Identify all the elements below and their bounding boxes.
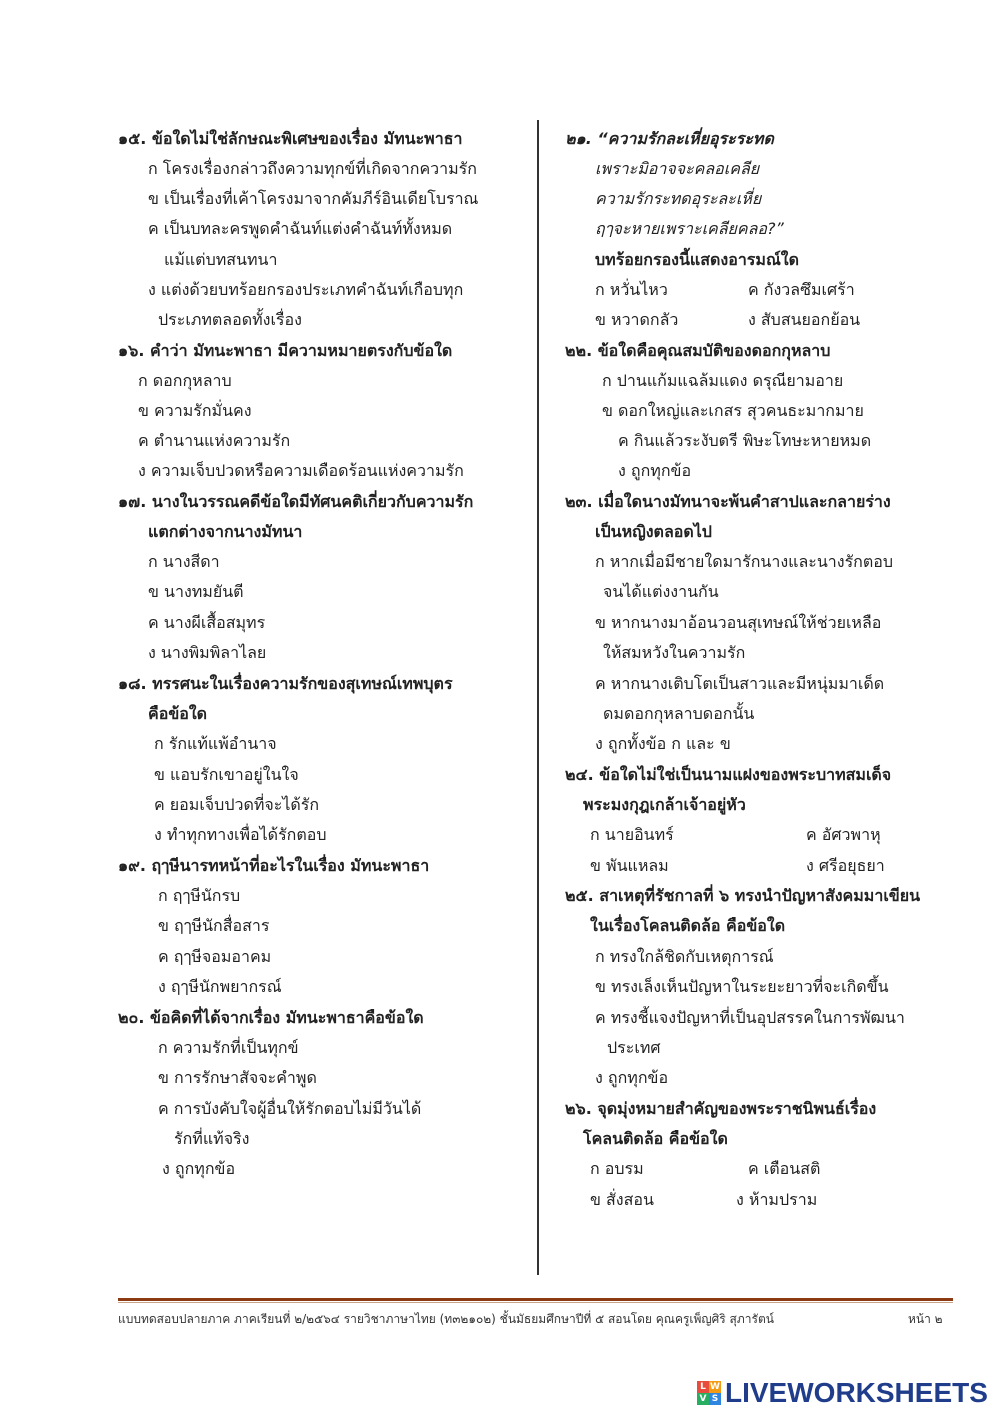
question-24: ๒๔. ข้อใดไม่ใช่เป็นนามแฝงของพระบาทสมเด็จ — [565, 765, 892, 784]
option-20-c: ค การบังคับใจผู้อื่นให้รักตอบไม่มีวันได้ — [158, 1099, 422, 1118]
option-24-c: ค อัศวพาหุ — [806, 825, 881, 844]
question-22: ๒๒. ข้อใดคือคุณสมบัติของดอกกุหลาบ — [565, 341, 831, 360]
option-23-c: ค หากนางเติบโตเป็นสาวและมีหนุ่มมาเด็ด — [595, 674, 885, 693]
question-25: ๒๕. สาเหตุที่รัชกาลที่ ๖ ทรงนำปัญหาสังคมมาเขียน — [565, 886, 921, 905]
poem-line-3: ความรักระทดอุระละเหี่ย — [595, 189, 762, 208]
question-21-prompt: บทร้อยกรองนี้แสดงอารมณ์ใด — [595, 250, 799, 269]
option-19-c: ค ฤๅษีจอมอาคม — [158, 947, 272, 966]
question-25-cont: ในเรื่องโคลนติดล้อ คือข้อใด — [590, 916, 786, 935]
footer-rule-thin — [118, 1302, 953, 1303]
option-16-d: ง ความเจ็บปวดหรือความเดือดร้อนแห่งความรัก — [138, 461, 464, 480]
option-19-b: ข ฤๅษีนักสื่อสาร — [158, 916, 270, 935]
poem-line-2: เพราะมิอาจจะคลอเคลีย — [595, 159, 760, 178]
option-26-a: ก อบรม — [590, 1159, 644, 1178]
option-20-c-cont: รักที่แท้จริง — [174, 1129, 250, 1148]
question-20: ๒๐. ข้อคิดที่ได้จากเรื่อง มัทนะพาธาคือข้อใด — [118, 1008, 424, 1027]
option-18-c: ค ยอมเจ็บปวดที่จะได้รัก — [154, 795, 320, 814]
question-18: ๑๘. ทรรศนะในเรื่องความรักของสุเทษณ์เทพบุตร — [118, 674, 453, 693]
logo-mark-icon: L W V S — [697, 1381, 721, 1405]
liveworksheets-logo[interactable] — [697, 1378, 988, 1408]
option-25-d: ง ถูกทุกข้อ — [595, 1068, 669, 1087]
option-25-c: ค ทรงชี้แจงปัญหาที่เป็นอุปสรรคในการพัฒนา — [595, 1008, 905, 1027]
page-number: หน้า ๒ — [908, 1312, 943, 1326]
poem-line-4: ฤๅจะหายเพราะเคลียคลอ?” — [595, 219, 784, 238]
question-17-cont: แตกต่างจากนางมัทนา — [148, 522, 303, 541]
option-21-a: ก หวั่นไหว — [595, 280, 668, 299]
question-18-cont: คือข้อใด — [148, 704, 208, 723]
option-17-c: ค นางผีเสื้อสมุทร — [148, 613, 266, 632]
column-divider — [537, 120, 539, 1275]
option-15-c-cont: แม้แต่บทสนทนา — [164, 250, 278, 269]
question-26: ๒๖. จุดมุ่งหมายสำคัญของพระราชนิพนธ์เรื่อง — [565, 1099, 877, 1118]
option-15-c: ค เป็นบทละครพูดคำฉันท์แต่งคำฉันท์ทั้งหมด — [148, 219, 453, 238]
question-23-cont: เป็นหญิงตลอดไป — [595, 522, 712, 541]
question-24-cont: พระมงกุฎเกล้าเจ้าอยู่หัว — [583, 795, 746, 814]
footer-rule — [118, 1298, 953, 1301]
option-18-b: ข แอบรักเขาอยู่ในใจ — [154, 765, 299, 784]
option-17-a: ก นางสีดา — [148, 552, 220, 571]
option-23-b: ข หากนางมาอ้อนวอนสุเทษณ์ให้ช่วยเหลือ — [595, 613, 882, 632]
option-23-b-cont: ให้สมหวังในความรัก — [603, 643, 746, 662]
option-26-c: ค เตือนสติ — [748, 1159, 821, 1178]
option-24-a: ก นายอินทร์ — [590, 825, 674, 844]
question-17: ๑๗. นางในวรรณคดีข้อใดมีทัศนคติเกี่ยวกับความรัก — [118, 492, 474, 511]
option-26-d: ง ห้ามปราม — [736, 1190, 818, 1209]
option-18-a: ก รักแท้แพ้อำนาจ — [154, 734, 277, 753]
option-26-b: ข สั่งสอน — [590, 1190, 654, 1209]
option-20-d: ง ถูกทุกข้อ — [162, 1159, 236, 1178]
option-24-d: ง ศรีอยุธยา — [806, 856, 885, 875]
option-15-d-cont: ประเภทตลอดทั้งเรื่อง — [158, 310, 302, 329]
option-16-b: ข ความรักมั่นคง — [138, 401, 252, 420]
option-22-a: ก ปานแก้มแฉล้มแดง ดรุณียามอาย — [602, 371, 844, 390]
option-22-d: ง ถูกทุกข้อ — [618, 461, 692, 480]
question-19: ๑๙. ฤๅษีนารทหน้าที่อะไรในเรื่อง มัทนะพาธา — [118, 856, 430, 875]
option-21-c: ค กังวลซึมเศร้า — [748, 280, 855, 299]
option-17-b: ข นางทมยันตี — [148, 582, 244, 601]
question-23: ๒๓. เมื่อใดนางมัทนาจะพ้นคำสาปและกลายร่าง — [565, 492, 891, 511]
option-19-d: ง ฤๅษีนักพยากรณ์ — [158, 977, 282, 996]
option-24-b: ข พันแหลม — [590, 856, 669, 875]
option-25-a: ก ทรงใกล้ชิดกับเหตุการณ์ — [595, 947, 774, 966]
question-21: ๒๑. “ความรักละเหี่ยอุระระทด — [565, 129, 774, 148]
option-23-a-cont: จนได้แต่งงานกัน — [603, 582, 719, 601]
option-15-b: ข เป็นเรื่องที่เค้าโครงมาจากคัมภีร์อินเดียโบราณ — [148, 189, 479, 208]
question-15: ๑๕. ข้อใดไม่ใช่ลักษณะพิเศษของเรื่อง มัทนะพาธา — [118, 129, 463, 148]
option-23-a: ก หากเมื่อมีชายใดมารักนางและนางรักตอบ — [595, 552, 894, 571]
question-16: ๑๖. คำว่า มัทนะพาธา มีความหมายตรงกับข้อใด — [118, 341, 453, 360]
option-23-c-cont: ดมดอกกุหลาบดอกนั้น — [603, 704, 755, 723]
option-16-a: ก ดอกกุหลาบ — [138, 371, 232, 390]
option-20-a: ก ความรักที่เป็นทุกข์ — [158, 1038, 299, 1057]
option-22-b: ข ดอกใหญ่และเกสร สุวคนธะมากมาย — [602, 401, 864, 420]
option-21-d: ง สับสนยอกย้อน — [748, 310, 861, 329]
option-17-d: ง นางพิมพิลาไลย — [148, 643, 267, 662]
option-23-d: ง ถูกทั้งข้อ ก และ ข — [595, 734, 731, 753]
option-25-b: ข ทรงเล็งเห็นปัญหาในระยะยาวที่จะเกิดขึ้น — [595, 977, 889, 996]
footer-text: แบบทดสอบปลายภาค ภาคเรียนที่ ๒/๒๕๖๔ รายวิชาภาษาไทย (ท๓๒๑๐๒) ชั้นมัธยมศึกษาปีที่ ๕ สอนโดย คุณครูเพ็ญศิริ สุภารัตน์ — [118, 1312, 774, 1326]
option-20-b: ข การรักษาสัจจะคำพูด — [158, 1068, 317, 1087]
question-26-cont: โคลนติดล้อ คือข้อใด — [583, 1129, 728, 1148]
option-25-c-cont: ประเทศ — [607, 1038, 661, 1057]
option-15-a: ก โครงเรื่องกล่าวถึงความทุกข์ที่เกิดจากความรัก — [148, 159, 477, 178]
option-19-a: ก ฤๅษีนักรบ — [158, 886, 241, 905]
option-22-c: ค กินแล้วระงับตรี พิษะโทษะหายหมด — [618, 431, 872, 450]
option-21-b: ข หวาดกลัว — [595, 310, 679, 329]
option-15-d: ง แต่งด้วยบทร้อยกรองประเภทคำฉันท์เกือบทุก — [148, 280, 464, 299]
logo-text: LIVEWORKSHEETS — [725, 1377, 988, 1408]
option-18-d: ง ทำทุกทางเพื่อได้รักตอบ — [154, 825, 327, 844]
option-16-c: ค ตำนานแห่งความรัก — [138, 431, 291, 450]
